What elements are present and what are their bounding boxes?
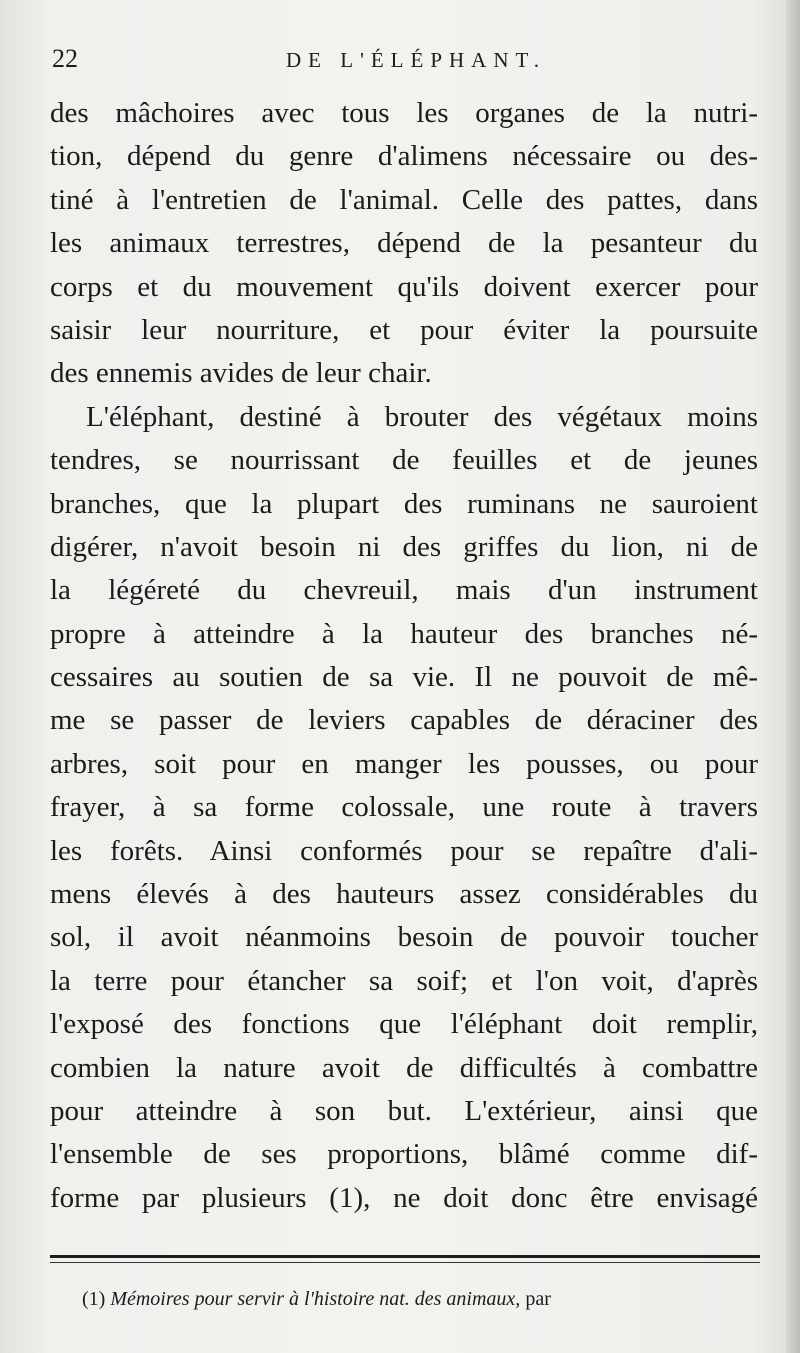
footnote-rule — [50, 1255, 760, 1258]
text-line: propre à atteindre à la hauteur des branches né- — [50, 617, 758, 650]
text-line: cessaires au soutien de sa vie. Il ne pouvoit de mê- — [50, 661, 758, 694]
text-line: branches, que la plupart des ruminans ne sauroient — [50, 487, 758, 520]
text-line: mens élevés à des hauteurs assez considérables du — [50, 878, 758, 911]
text-line: tendres, se nourrissant de feuilles et de jeunes — [50, 444, 758, 477]
text-line: arbres, soit pour en manger les pousses, ou pour — [50, 747, 758, 780]
page-edge-shadow — [786, 0, 800, 1353]
text-line: les animaux terrestres, dépend de la pesanteur du — [50, 227, 758, 260]
footnote-tail: par — [525, 1288, 551, 1310]
footnote-title: Mémoires pour servir à l'histoire nat. des animaux, — [110, 1288, 521, 1310]
footnote-rule-thin — [50, 1262, 760, 1263]
text-line: L'éléphant, destiné à brouter des végétaux moins — [86, 400, 758, 433]
text-line: l'ensemble de ses proportions, blâmé comme dif- — [50, 1138, 758, 1171]
text-line: des ennemis avides de leur chair. — [50, 357, 432, 390]
text-line: combien la nature avoit de difficultés à combattre — [50, 1051, 758, 1084]
text-line: me se passer de leviers capables de déraciner des — [50, 704, 758, 737]
paragraph-1 — [50, 92, 758, 396]
text-line: forme par plusieurs (1), ne doit donc être envisagé — [50, 1181, 758, 1214]
text-line: frayer, à sa forme colossale, une route à travers — [50, 791, 758, 824]
body-text — [50, 92, 758, 1220]
text-line: saisir leur nourriture, et pour éviter la poursuite — [50, 313, 758, 346]
paragraph-2 — [50, 396, 758, 1220]
footnote — [82, 1288, 762, 1311]
text-line: des mâchoires avec tous les organes de la nutri- — [50, 97, 758, 129]
page-number: 22 — [52, 44, 78, 73]
text-line: digérer, n'avoit besoin ni des griffes du lion, ni de — [50, 530, 758, 563]
text-line: sol, il avoit néanmoins besoin de pouvoir toucher — [50, 921, 758, 954]
running-head: DE L'ÉLÉPHANT. — [286, 48, 547, 72]
page-header — [46, 40, 754, 80]
text-line: la légéreté du chevreuil, mais d'un instrument — [50, 574, 758, 607]
text-line: pour atteindre à son but. L'extérieur, ainsi que — [50, 1094, 758, 1127]
text-line: les forêts. Ainsi conformés pour se repaître d'ali- — [50, 834, 758, 867]
text-line: la terre pour étancher sa soif; et l'on voit, d'après — [50, 964, 758, 997]
text-line: tiné à l'entretien de l'animal. Celle des pattes, dans — [50, 183, 758, 216]
text-line: corps et du mouvement qu'ils doivent exercer pour — [50, 270, 758, 303]
footnote-number: (1) — [82, 1288, 106, 1310]
text-line: tion, dépend du genre d'alimens nécessaire ou des- — [50, 140, 758, 173]
text-line: l'exposé des fonctions que l'éléphant doit remplir, — [50, 1008, 758, 1041]
